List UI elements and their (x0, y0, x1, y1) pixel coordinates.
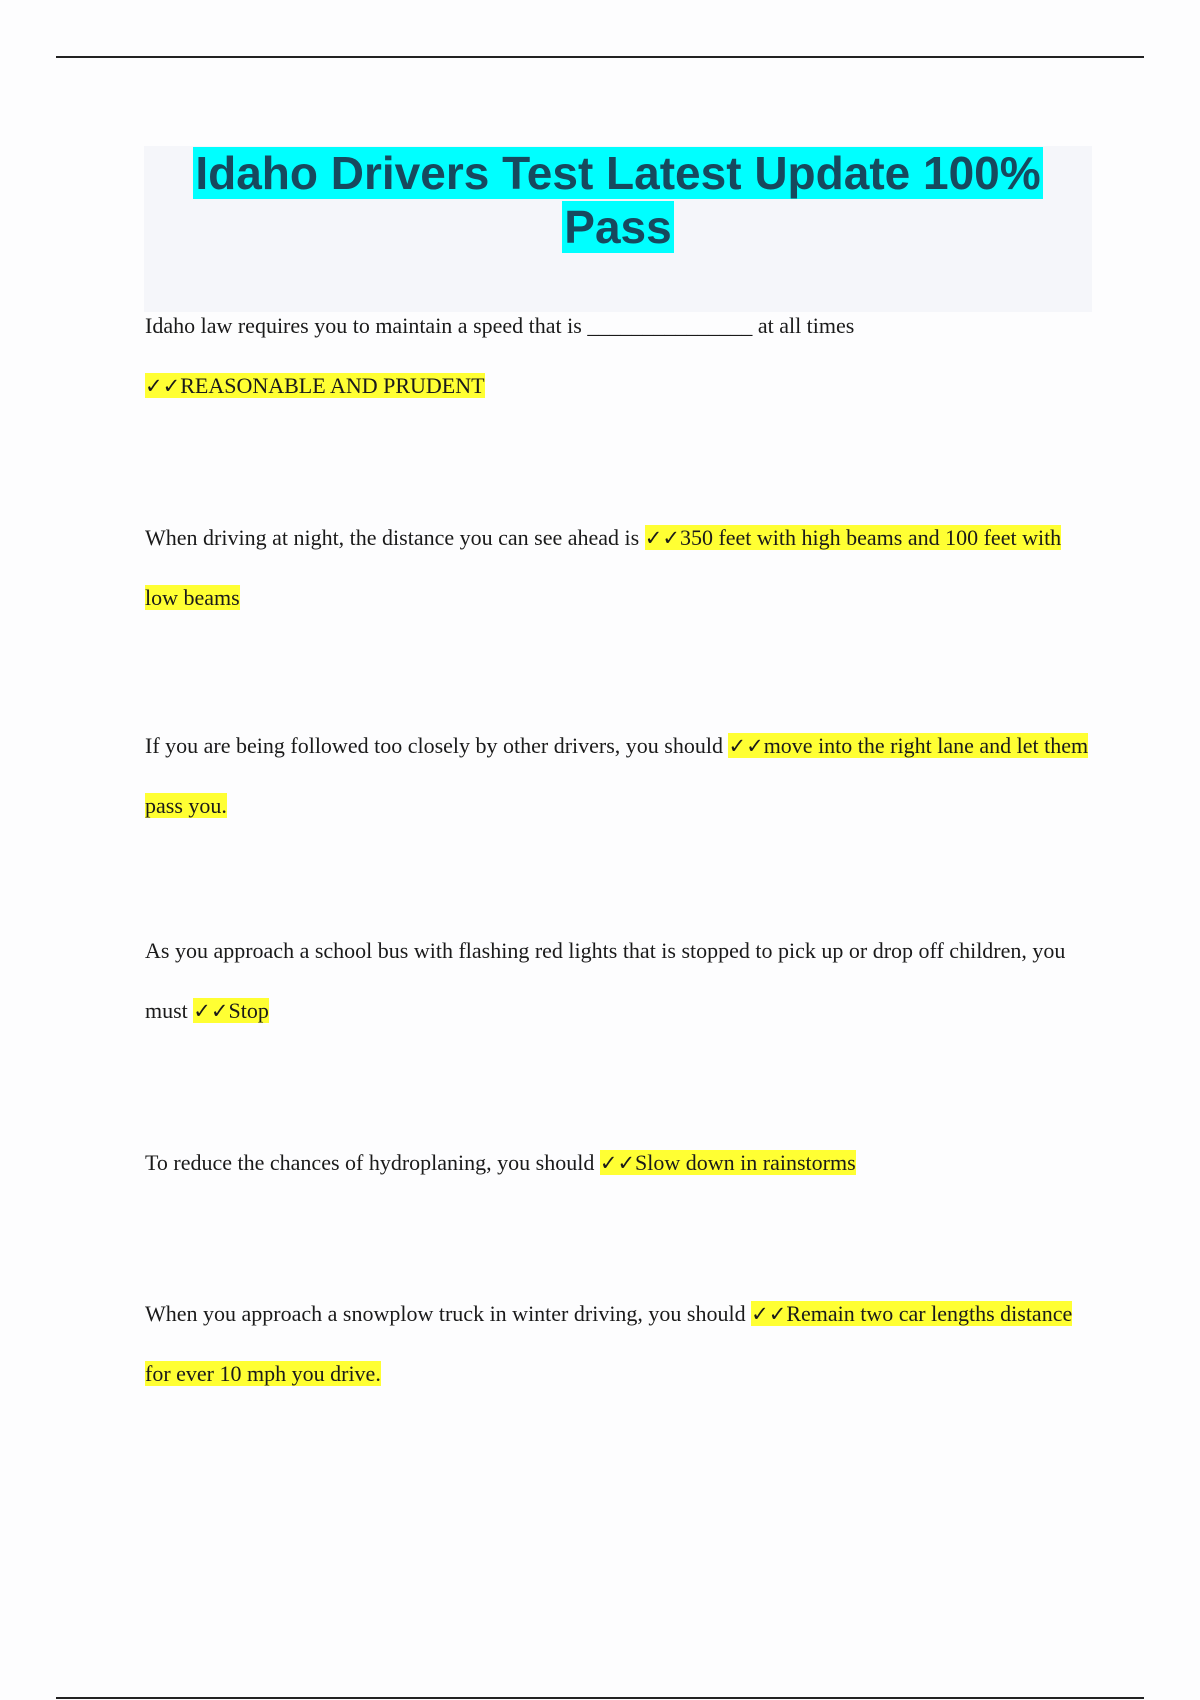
question-2 (145, 508, 1095, 628)
question-6 (145, 1284, 1095, 1404)
title-line-2: Pass (564, 201, 672, 253)
question-2-text: When driving at night, the distance you can see ahead is (145, 525, 640, 550)
checkmark-icon: ✓✓ (644, 526, 680, 550)
question-5 (145, 1133, 1095, 1193)
checkmark-icon: ✓✓ (599, 1151, 636, 1175)
checkmark-icon: ✓✓ (193, 999, 229, 1023)
title-box (144, 146, 1092, 312)
answer-1-text: REASONABLE AND PRUDENT (180, 373, 485, 398)
question-5-text: To reduce the chances of hydroplaning, you should (145, 1150, 595, 1175)
checkmark-icon: ✓✓ (728, 734, 764, 758)
question-6-text: When you approach a snowplow truck in winter driving, you should (145, 1301, 746, 1326)
footer-rule (56, 1697, 1144, 1699)
answer-5-highlight (600, 1150, 856, 1175)
checkmark-icon: ✓✓ (145, 374, 181, 398)
answer-4-highlight (193, 998, 269, 1023)
title-line-1: Idaho Drivers Test Latest Update 100% (195, 147, 1041, 199)
question-1 (145, 296, 1095, 356)
answer-5-text: Slow down in rainstorms (635, 1150, 856, 1175)
header-rule (56, 56, 1144, 58)
question-3 (145, 716, 1095, 836)
answer-1 (145, 356, 1095, 416)
checkmark-icon: ✓✓ (751, 1302, 787, 1326)
question-3-text: If you are being followed too closely by other drivers, you should (145, 733, 723, 758)
question-4-text: As you approach a school bus with flashing red lights that is stopped to pick up or drop off children, you must (145, 938, 1066, 1023)
answer-2-text: 350 feet with high beams and 100 feet with low beams (145, 525, 1062, 610)
question-1-text: Idaho law requires you to maintain a speed that is _______________ at all times (145, 313, 855, 338)
answer-3-text: move into the right lane and let them pass you. (145, 733, 1089, 818)
document-title (144, 146, 1092, 254)
answer-6-text: Remain two car lengths distance for ever 10 mph you drive. (145, 1301, 1073, 1386)
answer-4-text: Stop (228, 998, 269, 1023)
answer-1-highlight (145, 373, 485, 398)
question-4 (145, 921, 1095, 1041)
